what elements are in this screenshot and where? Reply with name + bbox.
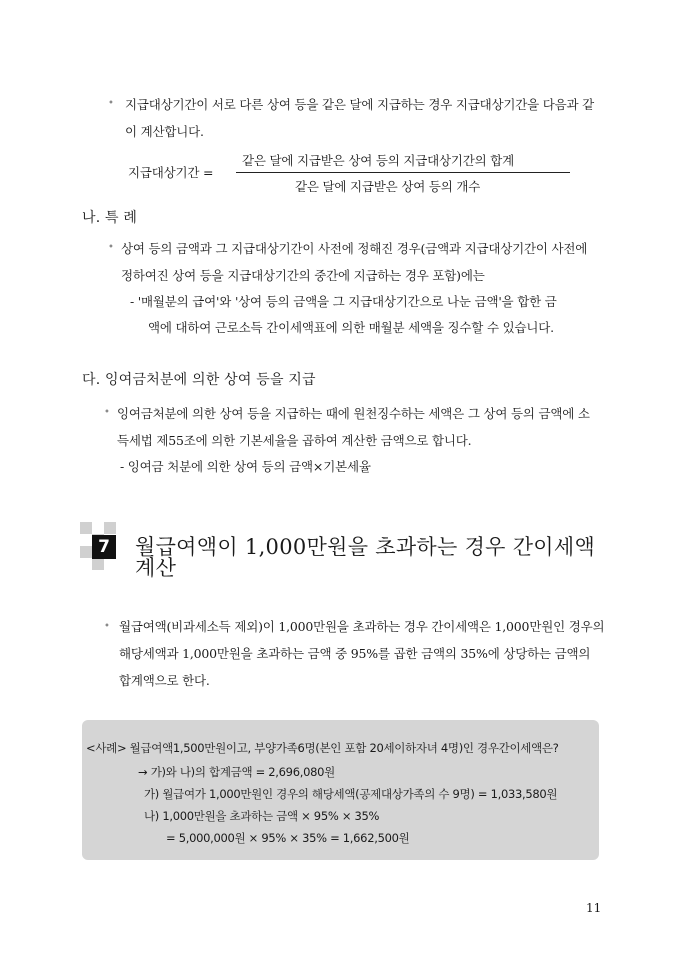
paragraph-line: 합계액으로 한다. [119,673,210,688]
formula-denominator: 같은 달에 지급받은 상여 등의 개수 [295,179,481,194]
section-heading-da: 다. 잉여금처분에 의한 상여 등을 지급 [82,372,316,388]
bullet-mark: • [104,407,110,418]
paragraph-line: - '매월분의 급여'와 '상여 등의 금액을 그 지급대상기간으로 나눈 금액'을 합한 금 [130,294,557,309]
paragraph-line: 해당세액과 1,000만원을 초과하는 금액 중 95%를 곱한 금액의 35%에 상당하는 금액의 [119,646,591,661]
paragraph-line: 잉여금처분에 의한 상여 등을 지급하는 때에 원천징수하는 세액은 그 상여 등의 금액에 소 [117,406,590,421]
example-box [82,720,599,860]
section-decoration [80,558,116,570]
section-number-badge: 7 [92,535,116,559]
paragraph-line: 이 계산합니다. [125,124,204,139]
paragraph-line: 정하여진 상여 등을 지급대상기간의 중간에 지급하는 경우 포함)에는 [121,268,485,283]
page-number: 11 [586,901,602,915]
paragraph-line: 월급여액(비과세소득 제외)이 1,000만원을 초과하는 경우 간이세액은 1,000만원인 경우의 [119,619,605,634]
paragraph-line: 득세법 제55조에 의한 기본세율을 곱하여 계산한 금액으로 합니다. [117,433,472,448]
section-heading-na: 나. 특 례 [82,210,138,226]
example-line: 나) 1,000만원을 초과하는 금액 × 95% × 35% [144,809,380,823]
formula-numerator: 같은 달에 지급받은 상여 등의 지급대상기간의 합계 [242,153,515,168]
paragraph-line: 지급대상기간이 서로 다른 상여 등을 같은 달에 지급하는 경우 지급대상기간을 다음과 같 [125,97,595,112]
bullet-mark: • [104,621,110,632]
paragraph-line: 상여 등의 금액과 그 지급대상기간이 사전에 정해진 경우(금액과 지급대상기간이 사전에 [121,241,588,256]
bullet-mark: • [108,242,114,253]
formula-label: 지급대상기간 = [128,165,214,180]
bullet-mark: • [108,98,114,109]
example-line: = 5,000,000원 × 95% × 35% = 1,662,500원 [166,831,410,845]
section-title-cont: 계산 [135,556,177,580]
example-title: <사례> 월급여액1,500만원이고, 부양가족6명(본인 포함 20세이하자녀 4명)인 경우간이세액은? [86,741,559,755]
fraction-bar [236,172,570,173]
paragraph-line: 액에 대하여 근로소득 간이세액표에 의한 매월분 세액을 징수할 수 있습니다. [148,320,554,335]
example-line: → 가)와 나)의 합계금액 = 2,696,080원 [138,765,335,779]
example-line: 가) 월급여가 1,000만원인 경우의 해당세액(공제대상가족의 수 9명) = 1,033,580원 [144,787,558,801]
paragraph-line: - 잉여금 처분에 의한 상여 등의 금액×기본세율 [120,459,371,474]
section-title: 월급여액이 1,000만원을 초과하는 경우 간이세액 [135,535,596,559]
